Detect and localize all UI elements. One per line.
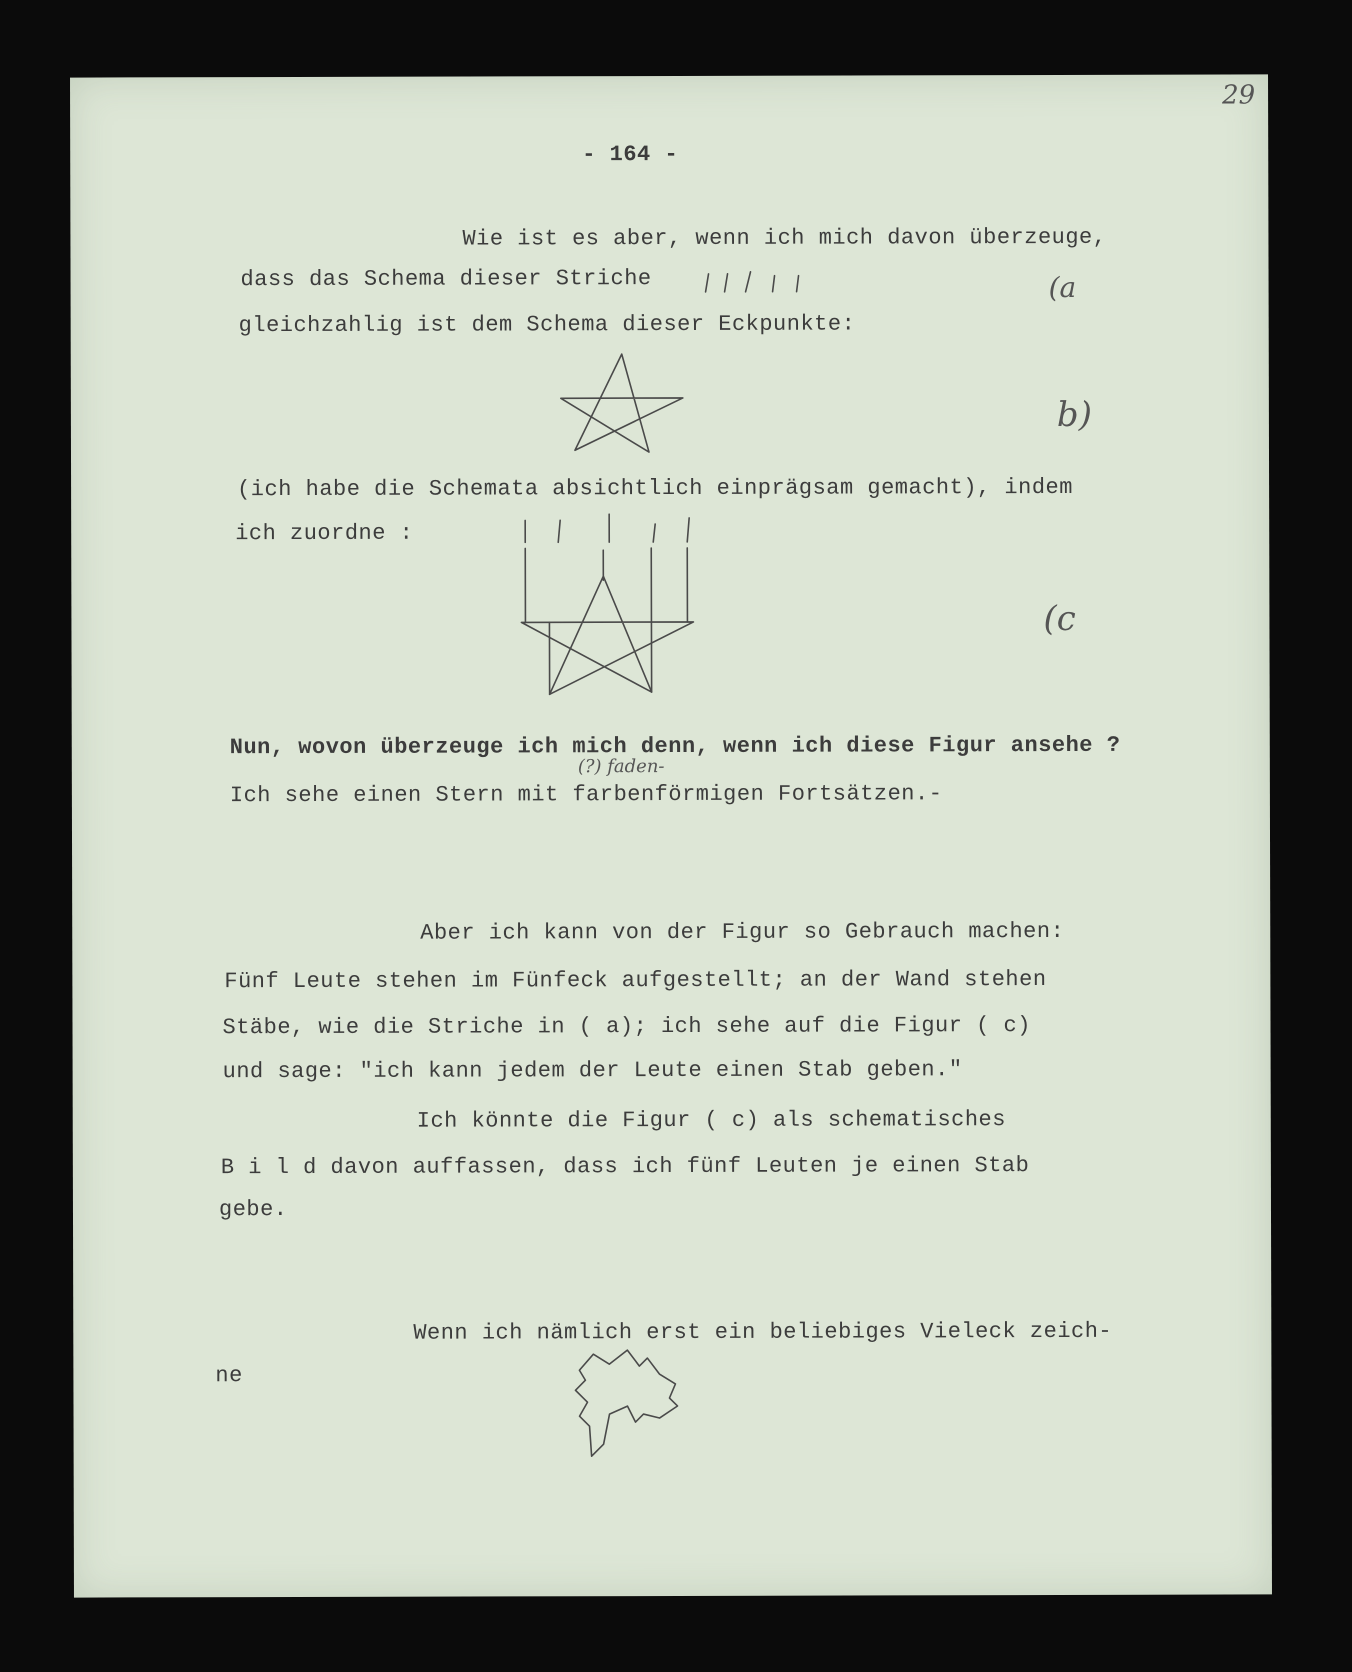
pentagram-figure-b [557, 352, 687, 462]
text-line-11: und sage: "ich kann jedem der Leute einen Stab geben." [222, 1057, 963, 1085]
text-line-3: gleichzahlig ist dem Schema dieser Eckpunkte: [238, 311, 856, 339]
text-line-2: dass das Schema dieser Striche [240, 266, 652, 293]
folio-number: 29 [1222, 80, 1256, 111]
document-page [70, 74, 1272, 1597]
text-line-6: Nun, wovon überzeuge ich mich denn, wenn ich diese Figur ansehe ? [229, 732, 1121, 761]
text-line-9: Fünf Leute stehen im Fünfeck aufgestellt; an der Wand stehen [224, 967, 1047, 995]
text-line-4: (ich habe die Schemata absichtlich einprägsam gemacht), indem [237, 474, 1073, 503]
text-line-1: Wie ist es aber, wenn ich mich davon überzeuge, [462, 224, 1107, 252]
text-line-14: gebe. [218, 1197, 288, 1223]
strokes-figure-a [701, 268, 821, 298]
text-line-5: ich zuordne : [235, 520, 414, 547]
text-line-13: B i l d davon auffassen, dass ich fünf Leuten je einen Stab [220, 1153, 1030, 1181]
margin-note-c: (c [1043, 598, 1076, 640]
text-line-8: Aber ich kann von der Figur so Gebrauch machen: [420, 918, 1065, 946]
text-line-7: Ich sehe einen Stern mit farbenförmigen Fortsätzen.- [229, 781, 943, 809]
page-number: - 164 - [582, 141, 679, 168]
correlation-figure-c [515, 510, 705, 700]
irregular-polygon-drawing [569, 1344, 689, 1464]
interlinear-correction: (?) faden- [577, 756, 665, 778]
text-line-12: Ich könnte die Figur ( c) als schematisches [416, 1107, 1006, 1134]
margin-note-a: (a [1048, 270, 1077, 305]
text-line-16: ne [215, 1363, 243, 1389]
text-line-15: Wenn ich nämlich erst ein beliebiges Vieleck zeich- [413, 1318, 1113, 1346]
text-line-10: Stäbe, wie die Striche in ( a); ich sehe auf die Figur ( c) [222, 1013, 1031, 1041]
margin-note-b: b) [1056, 394, 1092, 435]
